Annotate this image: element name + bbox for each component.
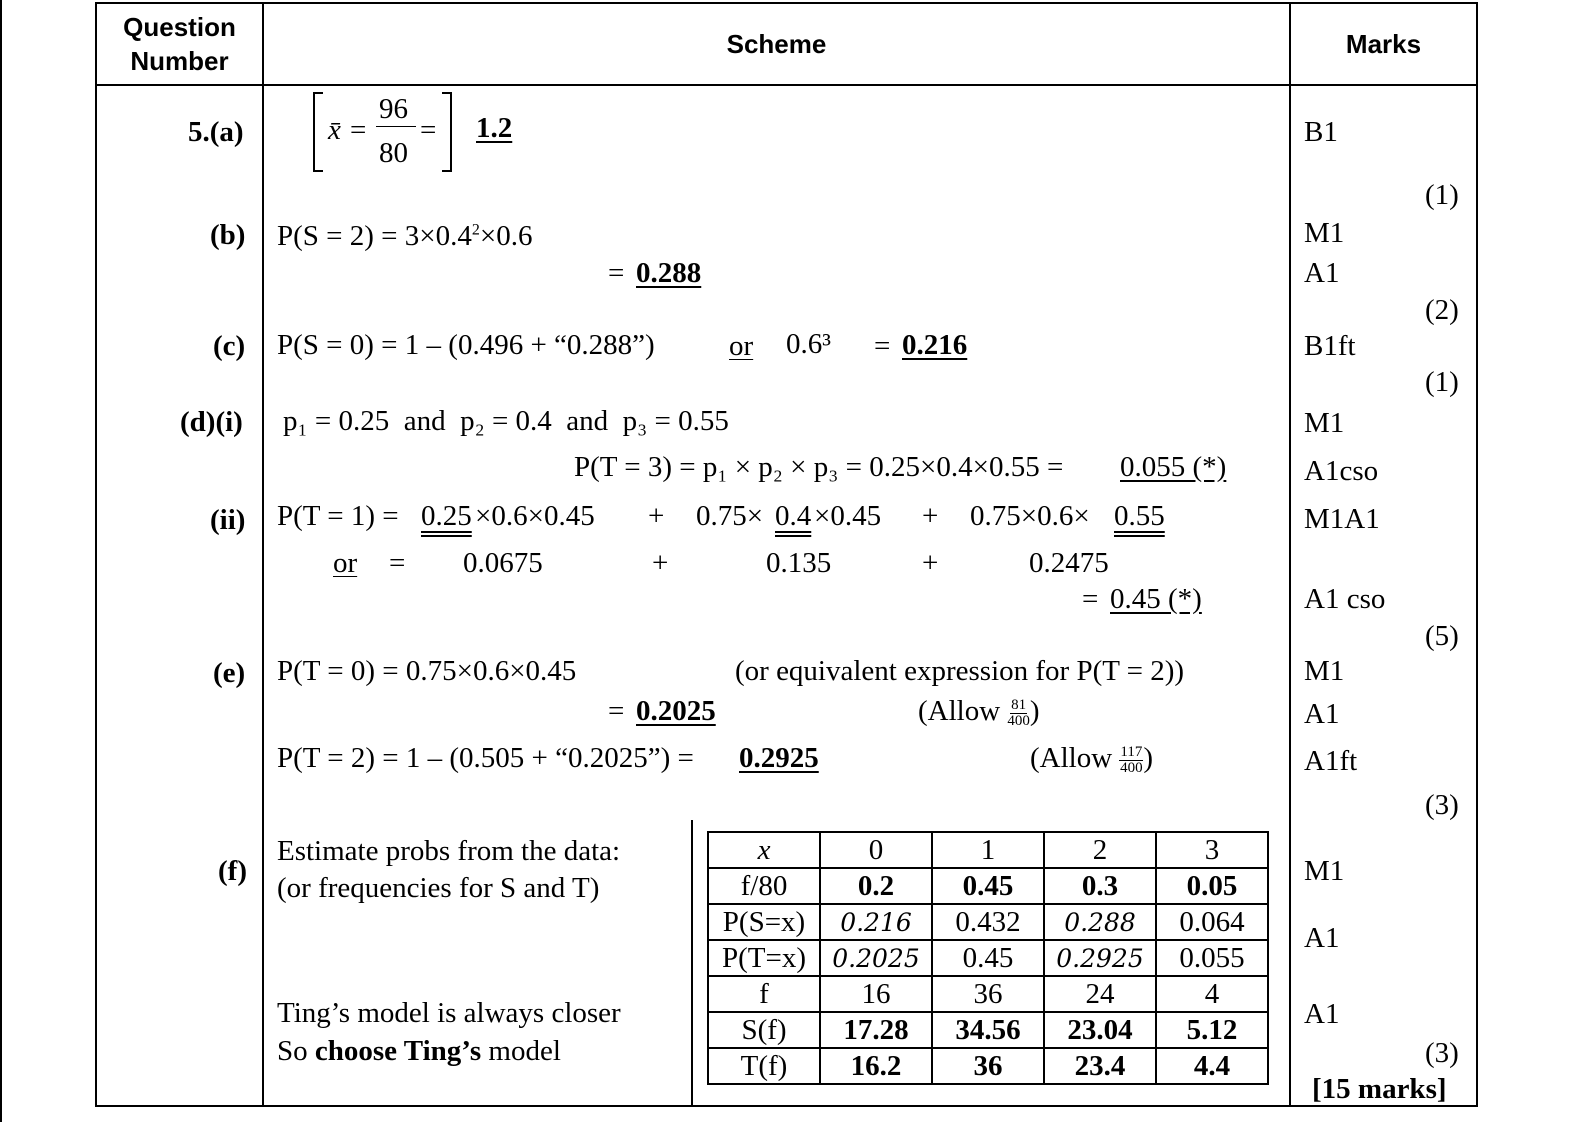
row-header: x — [708, 832, 820, 868]
p-values: p₁ = 0.25 and p₂ = 0.4 and p₃ = 0.55 — [283, 405, 729, 437]
f-divider — [691, 820, 693, 1107]
table-cell: 0.2025 — [820, 940, 932, 976]
answer-c: 0.216 — [902, 329, 968, 361]
t1-term1-rest: ×0.6×0.45 — [475, 500, 595, 532]
row-header: P(S=x) — [708, 904, 820, 940]
table-cell: 16.2 — [820, 1048, 932, 1084]
table-top-border — [95, 2, 1478, 4]
total-d: (5) — [1425, 620, 1459, 652]
mark-b-2: A1 — [1304, 257, 1340, 289]
t1-prefix: P(T = 1) = — [277, 500, 399, 532]
denominator: 400 — [1120, 759, 1143, 776]
mark-f-3: A1 — [1304, 998, 1340, 1030]
table-cell: 0.45 — [932, 868, 1044, 904]
mark-d-ii-1: M1A1 — [1304, 503, 1380, 535]
working-b — [277, 222, 533, 251]
t1-value-1: 0.0675 — [463, 547, 543, 579]
table-cell: 0.05 — [1156, 868, 1268, 904]
t1-term3-start: 0.75×0.6× — [970, 500, 1090, 532]
t1-term2-start: 0.75× — [696, 500, 764, 532]
f-text-1: Estimate probs from the data: — [277, 835, 621, 867]
text: So — [277, 1035, 315, 1067]
table-right-border — [1476, 2, 1478, 1107]
t1-value-3: 0.2475 — [1029, 547, 1109, 579]
t3-answer: 0.055 (*) — [1120, 451, 1227, 483]
table-row — [708, 1048, 1268, 1084]
mark-e-2: A1 — [1304, 698, 1340, 730]
page-edge — [0, 0, 2, 1122]
header-number: Number — [130, 46, 229, 76]
frequency-table — [707, 831, 1269, 1085]
label-a: 5.(a) — [188, 116, 244, 148]
grand-total: [15 marks] — [1312, 1073, 1447, 1105]
mark-d-i-2: A1cso — [1304, 455, 1379, 487]
equals: = — [420, 114, 437, 146]
t0-working: P(T = 0) = 0.75×0.6×0.45 — [277, 655, 577, 687]
text-bold: choose Ting’s — [314, 1035, 482, 1067]
table-cell: 0.45 — [932, 940, 1044, 976]
table-row — [708, 832, 1268, 868]
numerator: 117 — [1120, 743, 1143, 760]
t1-term2-p: 0.4 — [775, 500, 812, 532]
label-d-ii: (ii) — [210, 504, 246, 536]
t1-term1-p: 0.25 — [421, 500, 472, 532]
answer-b: 0.288 — [636, 257, 702, 289]
table-cell: 0.3 — [1044, 868, 1156, 904]
column-divider — [262, 2, 264, 1107]
label-c: (c) — [213, 330, 246, 362]
row-header: f — [708, 976, 820, 1012]
mark-d-i-1: M1 — [1304, 407, 1345, 439]
table-cell: 2 — [1044, 832, 1156, 868]
header-question: Question — [123, 12, 236, 42]
label-b: (b) — [210, 219, 246, 251]
equals: = — [608, 257, 625, 289]
row-header: T(f) — [708, 1048, 820, 1084]
working-b-main: P(S = 2) = 3×0.4 — [277, 220, 472, 252]
allow-label: (Allow — [1030, 742, 1113, 774]
text: model — [481, 1035, 561, 1067]
mark-d-ii-2: A1 cso — [1304, 583, 1386, 615]
t1-value-2: 0.135 — [766, 547, 832, 579]
table-cell: 16 — [820, 976, 932, 1012]
alt-c: 0.6³ — [786, 328, 831, 360]
table-row — [708, 1012, 1268, 1048]
t3-working: P(T = 3) = p₁ × p₂ × p₃ = 0.25×0.4×0.55 = — [574, 451, 1064, 483]
equals: = — [608, 695, 625, 727]
plus: + — [648, 500, 665, 532]
table-cell: 0.2925 — [1044, 940, 1156, 976]
table-cell: 17.28 — [820, 1012, 932, 1048]
total-a: (1) — [1425, 179, 1459, 211]
table-cell: 0.2 — [820, 868, 932, 904]
table-cell: 4 — [1156, 976, 1268, 1012]
table-cell: 0.216 — [820, 904, 932, 940]
table-cell: 0 — [820, 832, 932, 868]
total-f: (3) — [1425, 1037, 1459, 1069]
column-divider — [1289, 2, 1291, 1107]
fraction — [1007, 698, 1030, 729]
total-e: (3) — [1425, 789, 1459, 821]
table-cell: 5.12 — [1156, 1012, 1268, 1048]
row-header: P(T=x) — [708, 940, 820, 976]
f-text-3: Ting’s model is always closer — [277, 997, 621, 1029]
allow-label: (Allow — [918, 695, 1001, 727]
t2-answer: 0.2925 — [739, 742, 819, 774]
close-paren: ) — [1029, 695, 1040, 727]
numerator: 81 — [1011, 696, 1027, 713]
table-row — [708, 976, 1268, 1012]
equals: = — [1082, 583, 1099, 615]
label-d-i: (d)(i) — [180, 406, 243, 438]
mark-e-3: A1ft — [1304, 745, 1358, 777]
table-cell: 23.4 — [1044, 1048, 1156, 1084]
plus: + — [922, 500, 939, 532]
plus: + — [652, 547, 669, 579]
total-b: (2) — [1425, 294, 1459, 326]
working-b-sup: 2 — [471, 221, 480, 239]
f-conclusion — [277, 1037, 561, 1066]
allow-117-400 — [1030, 744, 1153, 776]
table-row — [708, 868, 1268, 904]
working-c: P(S = 0) = 1 – (0.496 + “0.288”) — [277, 329, 655, 361]
table-bottom-border — [95, 1105, 1478, 1107]
f-text-2: (or frequencies for S and T) — [277, 872, 600, 904]
table-cell: 4.4 — [1156, 1048, 1268, 1084]
plus: + — [922, 547, 939, 579]
bracket-left — [313, 92, 323, 172]
working-b-end: ×0.6 — [479, 220, 533, 252]
label-f: (f) — [218, 855, 247, 887]
table-cell: 3 — [1156, 832, 1268, 868]
equals: = — [389, 547, 406, 579]
mark-c: B1ft — [1304, 330, 1356, 362]
mark-e-1: M1 — [1304, 655, 1345, 687]
t1-answer: 0.45 (*) — [1110, 583, 1202, 615]
row-header: S(f) — [708, 1012, 820, 1048]
close-paren: ) — [1143, 742, 1154, 774]
table-cell: 0.055 — [1156, 940, 1268, 976]
table-cell: 0.432 — [932, 904, 1044, 940]
equals: = — [874, 330, 891, 362]
t1-term2-rest: ×0.45 — [814, 500, 882, 532]
table-cell: 36 — [932, 976, 1044, 1012]
fraction-numerator: 96 — [379, 93, 408, 125]
fraction — [1119, 745, 1143, 776]
table-cell: 0.064 — [1156, 904, 1268, 940]
t2-working: P(T = 2) = 1 – (0.505 + “0.2025”) = — [277, 742, 694, 774]
table-cell: 34.56 — [932, 1012, 1044, 1048]
table-cell: 23.04 — [1044, 1012, 1156, 1048]
mark-f-1: M1 — [1304, 855, 1345, 887]
mark-b-1: M1 — [1304, 217, 1345, 249]
table-cell: 36 — [932, 1048, 1044, 1084]
mark-a: B1 — [1304, 116, 1338, 148]
header-scheme: Scheme — [726, 29, 827, 59]
table-cell: 0.288 — [1044, 904, 1156, 940]
t0-answer: 0.2025 — [636, 695, 716, 727]
allow-81-400 — [918, 697, 1040, 729]
total-c: (1) — [1425, 366, 1459, 398]
or-d: or — [333, 547, 358, 579]
table-row — [708, 904, 1268, 940]
answer-a: 1.2 — [476, 112, 513, 144]
note-e: (or equivalent expression for P(T = 2)) — [735, 655, 1185, 687]
or-c: or — [729, 330, 754, 362]
mean-symbol: x̄ = — [328, 114, 368, 146]
table-row — [708, 940, 1268, 976]
table-cell: 24 — [1044, 976, 1156, 1012]
bracket-right — [442, 92, 452, 172]
t1-term3-p: 0.55 — [1114, 500, 1165, 532]
table-cell: 1 — [932, 832, 1044, 868]
header-marks: Marks — [1345, 29, 1422, 59]
denominator: 400 — [1007, 712, 1030, 729]
row-header: f/80 — [708, 868, 820, 904]
label-e: (e) — [213, 657, 246, 689]
fraction-denominator: 80 — [379, 137, 408, 169]
table-left-border — [95, 2, 97, 1107]
fraction-bar — [376, 126, 416, 127]
mark-f-2: A1 — [1304, 922, 1340, 954]
header-divider — [95, 84, 1478, 86]
